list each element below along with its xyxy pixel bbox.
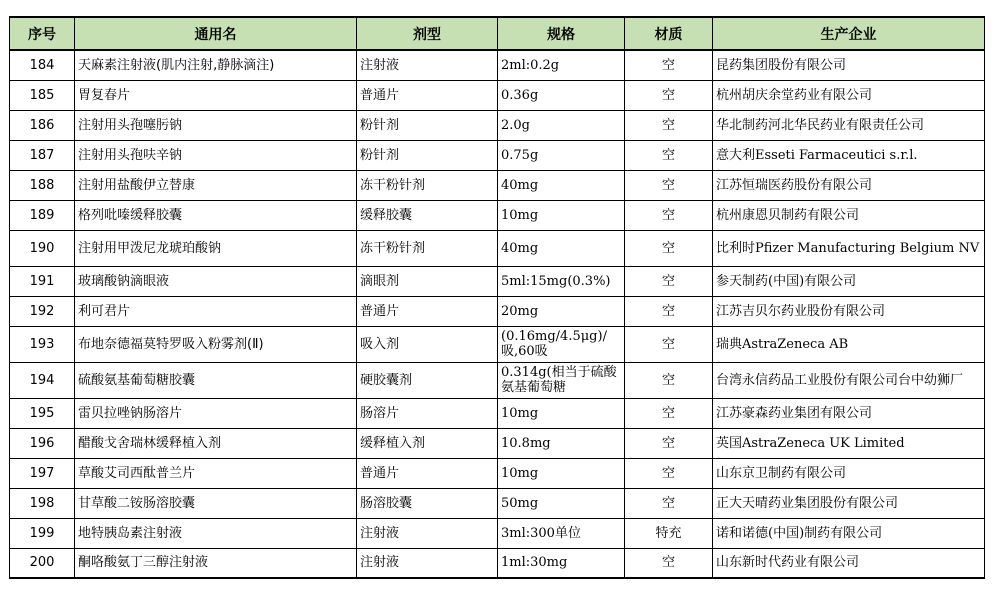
cell-generic-name: 酮咯酸氨丁三醇注射液 xyxy=(75,548,357,578)
cell-generic-name: 天麻素注射液(肌内注射,静脉滴注) xyxy=(75,50,357,80)
cell-serial-number: 196 xyxy=(10,428,75,458)
cell-serial-number: 190 xyxy=(10,230,75,266)
cell-material: 空 xyxy=(625,458,713,488)
table-body xyxy=(10,50,985,578)
cell-dosage-form: 缓释胶囊 xyxy=(357,200,498,230)
cell-generic-name: 硫酸氨基葡萄糖胶囊 xyxy=(75,362,357,398)
cell-generic-name: 利可君片 xyxy=(75,296,357,326)
cell-dosage-form: 普通片 xyxy=(357,80,498,110)
cell-dosage-form: 粉针剂 xyxy=(357,140,498,170)
cell-specification: 10mg xyxy=(498,398,625,428)
table-row xyxy=(10,170,985,200)
header-specification: 规格 xyxy=(498,17,625,50)
table-row xyxy=(10,548,985,578)
cell-material: 空 xyxy=(625,80,713,110)
table-row xyxy=(10,80,985,110)
cell-material: 空 xyxy=(625,548,713,578)
cell-generic-name: 草酸艾司西酞普兰片 xyxy=(75,458,357,488)
cell-dosage-form: 肠溶胶囊 xyxy=(357,488,498,518)
table-row xyxy=(10,362,985,398)
cell-manufacturer: 山东京卫制药有限公司 xyxy=(713,458,985,488)
cell-material: 空 xyxy=(625,488,713,518)
cell-specification: 1ml:30mg xyxy=(498,548,625,578)
cell-specification: 40mg xyxy=(498,230,625,266)
table-row xyxy=(10,110,985,140)
table-row xyxy=(10,200,985,230)
cell-specification: 10mg xyxy=(498,200,625,230)
table-header-row xyxy=(10,17,985,50)
cell-dosage-form: 注射液 xyxy=(357,518,498,548)
cell-generic-name: 雷贝拉唑钠肠溶片 xyxy=(75,398,357,428)
header-material: 材质 xyxy=(625,17,713,50)
table-row xyxy=(10,428,985,458)
cell-material: 空 xyxy=(625,200,713,230)
cell-dosage-form: 硬胶囊剂 xyxy=(357,362,498,398)
table-row xyxy=(10,50,985,80)
header-manufacturer: 生产企业 xyxy=(713,17,985,50)
cell-generic-name: 注射用盐酸伊立替康 xyxy=(75,170,357,200)
cell-manufacturer: 诺和诺德(中国)制药有限公司 xyxy=(713,518,985,548)
cell-dosage-form: 冻干粉针剂 xyxy=(357,170,498,200)
cell-serial-number: 195 xyxy=(10,398,75,428)
cell-specification: 20mg xyxy=(498,296,625,326)
cell-specification: 10mg xyxy=(498,458,625,488)
cell-material: 空 xyxy=(625,110,713,140)
cell-material: 空 xyxy=(625,50,713,80)
cell-specification: 50mg xyxy=(498,488,625,518)
cell-manufacturer: 台湾永信药品工业股份有限公司台中幼狮厂 xyxy=(713,362,985,398)
cell-manufacturer: 杭州胡庆余堂药业有限公司 xyxy=(713,80,985,110)
cell-material: 空 xyxy=(625,140,713,170)
cell-dosage-form: 普通片 xyxy=(357,296,498,326)
cell-manufacturer: 英国AstraZeneca UK Limited xyxy=(713,428,985,458)
cell-manufacturer: 意大利Esseti Farmaceutici s.r.l. xyxy=(713,140,985,170)
cell-material: 空 xyxy=(625,362,713,398)
cell-generic-name: 注射用甲泼尼龙琥珀酸钠 xyxy=(75,230,357,266)
cell-serial-number: 185 xyxy=(10,80,75,110)
cell-serial-number: 184 xyxy=(10,50,75,80)
cell-generic-name: 注射用头孢噻肟钠 xyxy=(75,110,357,140)
cell-manufacturer: 参天制药(中国)有限公司 xyxy=(713,266,985,296)
cell-manufacturer: 杭州康恩贝制药有限公司 xyxy=(713,200,985,230)
cell-manufacturer: 正大天晴药业集团股份有限公司 xyxy=(713,488,985,518)
cell-material: 空 xyxy=(625,296,713,326)
cell-serial-number: 198 xyxy=(10,488,75,518)
table-row xyxy=(10,458,985,488)
cell-serial-number: 191 xyxy=(10,266,75,296)
table-row xyxy=(10,230,985,266)
cell-specification: (0.16mg/4.5μg)/吸,60吸 xyxy=(498,326,625,362)
cell-serial-number: 189 xyxy=(10,200,75,230)
cell-material: 空 xyxy=(625,398,713,428)
cell-serial-number: 197 xyxy=(10,458,75,488)
cell-dosage-form: 粉针剂 xyxy=(357,110,498,140)
cell-manufacturer: 江苏吉贝尔药业股份有限公司 xyxy=(713,296,985,326)
cell-generic-name: 布地奈德福莫特罗吸入粉雾剂(Ⅱ) xyxy=(75,326,357,362)
table-row xyxy=(10,140,985,170)
cell-manufacturer: 昆药集团股份有限公司 xyxy=(713,50,985,80)
cell-serial-number: 193 xyxy=(10,326,75,362)
cell-dosage-form: 注射液 xyxy=(357,50,498,80)
cell-material: 特充 xyxy=(625,518,713,548)
cell-dosage-form: 普通片 xyxy=(357,458,498,488)
cell-dosage-form: 缓释植入剂 xyxy=(357,428,498,458)
header-dosage-form: 剂型 xyxy=(357,17,498,50)
cell-serial-number: 186 xyxy=(10,110,75,140)
header-generic-name: 通用名 xyxy=(75,17,357,50)
cell-serial-number: 199 xyxy=(10,518,75,548)
cell-material: 空 xyxy=(625,428,713,458)
cell-material: 空 xyxy=(625,170,713,200)
header-serial-number: 序号 xyxy=(10,17,75,50)
cell-dosage-form: 吸入剂 xyxy=(357,326,498,362)
cell-manufacturer: 华北制药河北华民药业有限责任公司 xyxy=(713,110,985,140)
cell-generic-name: 甘草酸二铵肠溶胶囊 xyxy=(75,488,357,518)
cell-specification: 0.75g xyxy=(498,140,625,170)
cell-material: 空 xyxy=(625,266,713,296)
drug-list-table xyxy=(9,16,985,579)
table-row xyxy=(10,326,985,362)
cell-specification: 5ml:15mg(0.3%) xyxy=(498,266,625,296)
cell-manufacturer: 山东新时代药业有限公司 xyxy=(713,548,985,578)
cell-dosage-form: 肠溶片 xyxy=(357,398,498,428)
cell-specification: 40mg xyxy=(498,170,625,200)
cell-serial-number: 192 xyxy=(10,296,75,326)
cell-serial-number: 194 xyxy=(10,362,75,398)
cell-generic-name: 注射用头孢呋辛钠 xyxy=(75,140,357,170)
cell-specification: 10.8mg xyxy=(498,428,625,458)
cell-specification: 2.0g xyxy=(498,110,625,140)
cell-specification: 2ml:0.2g xyxy=(498,50,625,80)
cell-specification: 0.314g(相当于硫酸氨基葡萄糖 xyxy=(498,362,625,398)
cell-manufacturer: 江苏恒瑞医药股份有限公司 xyxy=(713,170,985,200)
table-row xyxy=(10,488,985,518)
cell-serial-number: 187 xyxy=(10,140,75,170)
cell-manufacturer: 瑞典AstraZeneca AB xyxy=(713,326,985,362)
cell-dosage-form: 滴眼剂 xyxy=(357,266,498,296)
cell-dosage-form: 冻干粉针剂 xyxy=(357,230,498,266)
cell-serial-number: 200 xyxy=(10,548,75,578)
cell-material: 空 xyxy=(625,326,713,362)
cell-generic-name: 醋酸戈舍瑞林缓释植入剂 xyxy=(75,428,357,458)
table-row xyxy=(10,518,985,548)
cell-dosage-form: 注射液 xyxy=(357,548,498,578)
cell-manufacturer: 比利时Pfizer Manufacturing Belgium NV xyxy=(713,230,985,266)
cell-generic-name: 格列吡嗪缓释胶囊 xyxy=(75,200,357,230)
cell-specification: 3ml:300单位 xyxy=(498,518,625,548)
cell-manufacturer: 江苏豪森药业集团有限公司 xyxy=(713,398,985,428)
cell-serial-number: 188 xyxy=(10,170,75,200)
table-row xyxy=(10,398,985,428)
cell-specification: 0.36g xyxy=(498,80,625,110)
cell-generic-name: 玻璃酸钠滴眼液 xyxy=(75,266,357,296)
table-row xyxy=(10,266,985,296)
cell-generic-name: 胃复春片 xyxy=(75,80,357,110)
table-row xyxy=(10,296,985,326)
cell-material: 空 xyxy=(625,230,713,266)
cell-generic-name: 地特胰岛素注射液 xyxy=(75,518,357,548)
